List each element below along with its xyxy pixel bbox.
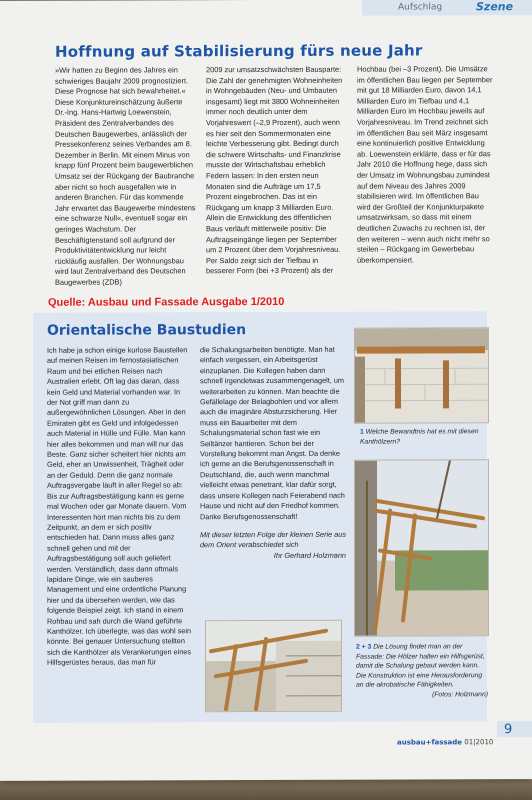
article-title: Hoffnung auf Stabilisierung fürs neue Jahr bbox=[55, 41, 423, 61]
article-column-1: »Wir hatten zu Beginn des Jahres ein schwieriges Baujahr 2009 prognostiziert. Diese Prognose hat sich bewahrheitet.« Diese Konjunktureinschätzung äußerte Dr.-Ing. Hans-Hartwig Loewenstein, Präsident des Zentralverbandes des Deutschen Baugewerbes, anlässlich der Pressekonferenz seines Verbandes am 8. Dezember in Berlin. Mit einem Minus von knapp fünf Prozent beim baugewerblichen Umsatz sei der Rückgang der Baubranche aber nicht so hoch ausgefallen wie in anderen Branchen. Für das kommende Jahr erwartet das Baugewerbe mindestens eine schwarze Null«, eventuell sogar ein geringes Wachstum. Der Beschäftigtenstand soll aufgrund der Produktivitätentwicklung nur leicht rückläufig ausfallen. Der Wohnungsbau wird laut Zentralverband des Deutschen Baugewerbes (ZDB) bbox=[55, 65, 196, 287]
page-number: 9 bbox=[504, 722, 513, 738]
issue-number: 01|2010 bbox=[464, 738, 494, 747]
section-scene-label: Szene bbox=[476, 0, 514, 14]
article-column-3: Hochbau (bei –3 Prozent). Die Umsätze im öffentlichen Bau liegen per September mit gut 18 Milliarden Euro, davon 14,1 Milliarden Euro im Tiefbau und 4,1 Milliarden Euro im Hochbau jeweils auf Vorjahresniveau. Im Trend zeichnet sich im öffentlichen Bau seit März insgesamt eine kontinuierlich positive Entwicklung ab. Loewenstein erklärte, dass er für das Jahr 2010 die Hoffnung hege, dass sich der Umsatz im Wohnungsbau zumindest auf dem Niveau des Jahres 2009 stabilisieren wird. Im öffentlichen Bau wird der Großteil der Konjunkturpakete umsatzwirksam, so dass mit einem deutlichen Zuwachs zu rechnen ist, der den weiteren – wenn auch nicht mehr so steilen – Rückgang im Gewerbebau überkompensiert. bbox=[357, 64, 493, 265]
closing-text: Mit dieser letzten Folge der kleinen Serie aus dem Orient verabschiedet sich bbox=[200, 529, 347, 550]
section-label: Aufschlag bbox=[398, 2, 443, 13]
footer-magazine bbox=[397, 738, 493, 746]
article-column-2: 2009 zur umsatzschwächsten Bausparte: Die Zahl der genehmigten Wohneinheiten in Wohngebäuden (Neu- und Umbauten insgesamt) liegt mit 3800 Wohneinheiten immer noch deutlich unter dem Vorjahreswert (–2,9 Prozent), auch wenn es hier seit den Sommermonaten eine leichte Verbesserung gibt. Bedingt durch die schwere Wirtschafts- und Finanzkrise musste der Wirtschaftsbau erheblich Federn lassen: In den ersten neun Monaten sind die Aufträge um 17,5 Prozent eingebrochen. Das ist ein Rückgang um knapp 3 Milliarden Euro. Allein die Entwicklung des öffentlichen Baus verläuft mittlerweile positiv: Die Auftragseingänge liegen per September um 2 Prozent über dem Vorjahresniveau. Per Saldo zeigt sich der Tiefbau in besserer Form (bei +3 Prozent) als der bbox=[206, 64, 343, 276]
author-signature: Ihr Gerhard Holzmann bbox=[273, 550, 346, 560]
photo-timber-beams bbox=[354, 327, 489, 423]
source-note: Quelle: Ausbau und Fassade Ausgabe 1/2010 bbox=[48, 295, 285, 309]
photo-scaffold-detail bbox=[205, 620, 342, 712]
photo-credit: (Fotos: Holzmann) bbox=[432, 690, 488, 698]
sidebar-column-1: Ich habe ja schon einige kurlose Baustellen auf meinen Reisen im fernostasiatischen Raum und bei etlichen Reisen nach Australien erlebt. Oft lag das daran, dass kein Geld und Material vorhanden war. In der Not griff man dann zu außergewöhnlichen Lösungen. Aber in den Emiraten gibt es Geld und infolgedessen auch Material in Hülle und Fülle. Man kann hier alles bekommen und man will nur das Beste. Ganz sicher scheitert hier nichts am Geld, eher an Unwissenheit, Trägheit oder an der Geduld. Denn die ganz normale Auftragsvergabe läuft in aller Regel so ab: Bis zur Auftragsbestätigung kann es gerne mal Wochen oder gar Monate dauern. Vom Interessenten hört man nichts bis zu dem Zeitpunkt, an dem er sich positiv entschieden hat. Dann muss alles ganz schnell gehen und mit der Auftragsbestätigung soll auch geliefert werden. Verständlich, dass dann oftmals lapidare Dinge, wie ein sauberes Management und eine ordentliche Planung hier und da übersehen werden, wie das folgende Beispiel zeigt. Ich stand in einem Rohbau und sah durch die Wand geführte Kanthölzer. Ich überlegte, was das wohl sein könnte. Bei genauer Untersuchung stellten sich die Kanthölzer als Verankerungen eines Hilfsgerüstes heraus, das man für bbox=[47, 345, 192, 667]
page-number-band bbox=[497, 721, 532, 737]
caption-1: 1 Welche Bewandtnis hat es mit diesen Kanthölzern? bbox=[360, 428, 479, 446]
sidebar-title: Orientalische Baustudien bbox=[47, 322, 247, 339]
sidebar-column-2: die Schalungsarbeiten benötigte. Man hat einfach vergessen, ein Arbeitsgerüst einzuplanen. Die Kollegen haben dann schnell irgendetwas zusammengenagelt, um weiterarbeiten zu können. Man beachte die Gefällelage der Belagbohlen und vor allem auch die imaginäre Absturzsicherung. Hier muss ein Bauarbeiter mit dem Schalungsmaterial schon fast wie ein Seiltänzer hantieren. Schon bei der Vorstellung bekommt man Angst. Da denke ich gerne an die Berufsgenossenschaft in Deutschland, die, auch wenn manchmal vielleicht etwas penetrant, klar dafür sorgt, dass unsere Kollegen nach Feierabend nach Hause und nicht auf den Friedhof kommen. Danke Berufsgenossenschaft! Mit dieser letzten Folge der kleinen Serie aus dem Orient verabschiedet sich Ihr Gerhard Holzmann bbox=[200, 344, 347, 560]
caption-2: 2 + 3 Die Lösung findet man an der Fassade: Die Hölzer halten ein Hilfsgerüst, damit die Schalung gebaut werden kann. Die Konstruktion ist eine Herausforderung an die akrobatische Fähigkeiten. (Fotos: Holzmann) bbox=[356, 643, 488, 698]
photo-scaffold-facade bbox=[354, 459, 489, 636]
magazine-name: ausbau+fassade bbox=[397, 738, 463, 747]
